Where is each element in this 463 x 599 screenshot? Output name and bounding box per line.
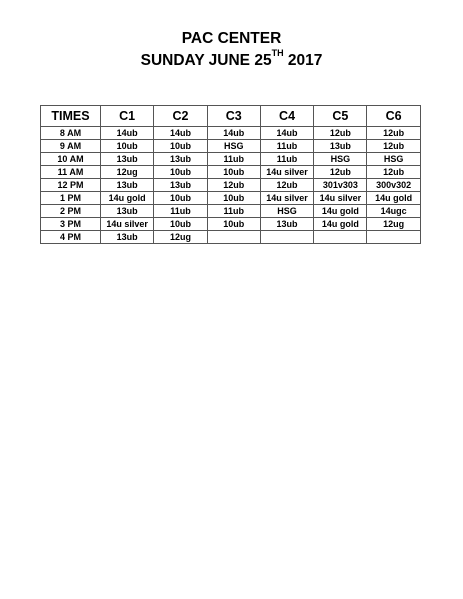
court-c5-cell: HSG [314,153,367,166]
court-c1-cell: 13ub [101,205,154,218]
court-c5-cell [314,231,367,244]
court-c6-cell: 14ugc [367,205,420,218]
court-c2-cell: 13ub [154,153,207,166]
court-c4-cell: 11ub [260,153,313,166]
court-c4-cell: 14u silver [260,192,313,205]
court-c1-cell: 10ub [101,140,154,153]
page-title: PAC CENTER [181,30,282,47]
court-c3-cell: 11ub [207,153,260,166]
court-c3-cell: 11ub [207,205,260,218]
schedule-table-body [41,127,421,244]
court-c1-cell: 13ub [101,179,154,192]
column-header-c2: C2 [154,106,207,127]
court-c3-cell: HSG [207,140,260,153]
table-row [41,153,421,166]
court-c2-cell: 12ug [154,231,207,244]
court-c5-cell: 13ub [314,140,367,153]
court-c2-cell: 10ub [154,192,207,205]
court-c1-cell: 14u gold [101,192,154,205]
court-c6-cell: 12ub [367,140,420,153]
court-c4-cell: 14u silver [260,166,313,179]
time-cell: 3 PM [41,218,101,231]
court-c3-cell: 10ub [207,192,260,205]
court-c3-cell: 10ub [207,166,260,179]
court-c6-cell: 300v302 [367,179,420,192]
column-header-c1: C1 [101,106,154,127]
court-c5-cell: 12ub [314,166,367,179]
column-header-times: TIMES [41,106,101,127]
subtitle-ordinal-suffix: TH [271,48,284,58]
time-cell: 9 AM [41,140,101,153]
column-header-c6: C6 [367,106,420,127]
table-row [41,166,421,179]
court-c2-cell: 11ub [154,205,207,218]
table-row [41,140,421,153]
header-row [41,106,421,127]
court-c4-cell: 14ub [260,127,313,140]
court-c6-cell: HSG [367,153,420,166]
court-c3-cell: 10ub [207,218,260,231]
court-c4-cell: 12ub [260,179,313,192]
court-c1-cell: 12ug [101,166,154,179]
court-c6-cell: 12ug [367,218,420,231]
court-c3-cell [207,231,260,244]
court-c6-cell [367,231,420,244]
time-cell: 12 PM [41,179,101,192]
column-header-c5: C5 [314,106,367,127]
table-row [41,192,421,205]
table-row [41,231,421,244]
court-c5-cell: 14u gold [314,218,367,231]
court-c5-cell: 301v303 [314,179,367,192]
court-c4-cell: HSG [260,205,313,218]
court-c2-cell: 10ub [154,218,207,231]
time-cell: 4 PM [41,231,101,244]
court-c4-cell: 13ub [260,218,313,231]
time-cell: 1 PM [41,192,101,205]
court-c1-cell: 13ub [101,231,154,244]
schedule-table-header [41,106,421,127]
court-c1-cell: 13ub [101,153,154,166]
court-c2-cell: 13ub [154,179,207,192]
schedule-table [40,105,421,244]
court-c5-cell: 14u gold [314,205,367,218]
court-c6-cell: 12ub [367,166,420,179]
court-c3-cell: 12ub [207,179,260,192]
time-cell: 8 AM [41,127,101,140]
table-row [41,205,421,218]
court-c3-cell: 14ub [207,127,260,140]
court-c1-cell: 14ub [101,127,154,140]
court-c5-cell: 14u silver [314,192,367,205]
subtitle-date: SUNDAY JUNE 25 [140,52,272,69]
court-c6-cell: 12ub [367,127,420,140]
court-c4-cell: 11ub [260,140,313,153]
table-row [41,218,421,231]
court-c6-cell: 14u gold [367,192,420,205]
court-c5-cell: 12ub [314,127,367,140]
time-cell: 10 AM [41,153,101,166]
table-row [41,179,421,192]
court-c1-cell: 14u silver [101,218,154,231]
court-c2-cell: 10ub [154,140,207,153]
page-subtitle [0,48,463,70]
table-row [41,127,421,140]
court-c4-cell [260,231,313,244]
column-header-c3: C3 [207,106,260,127]
column-header-c4: C4 [260,106,313,127]
court-c2-cell: 14ub [154,127,207,140]
court-c2-cell: 10ub [154,166,207,179]
time-cell: 2 PM [41,205,101,218]
time-cell: 11 AM [41,166,101,179]
subtitle-year: 2017 [283,52,323,69]
